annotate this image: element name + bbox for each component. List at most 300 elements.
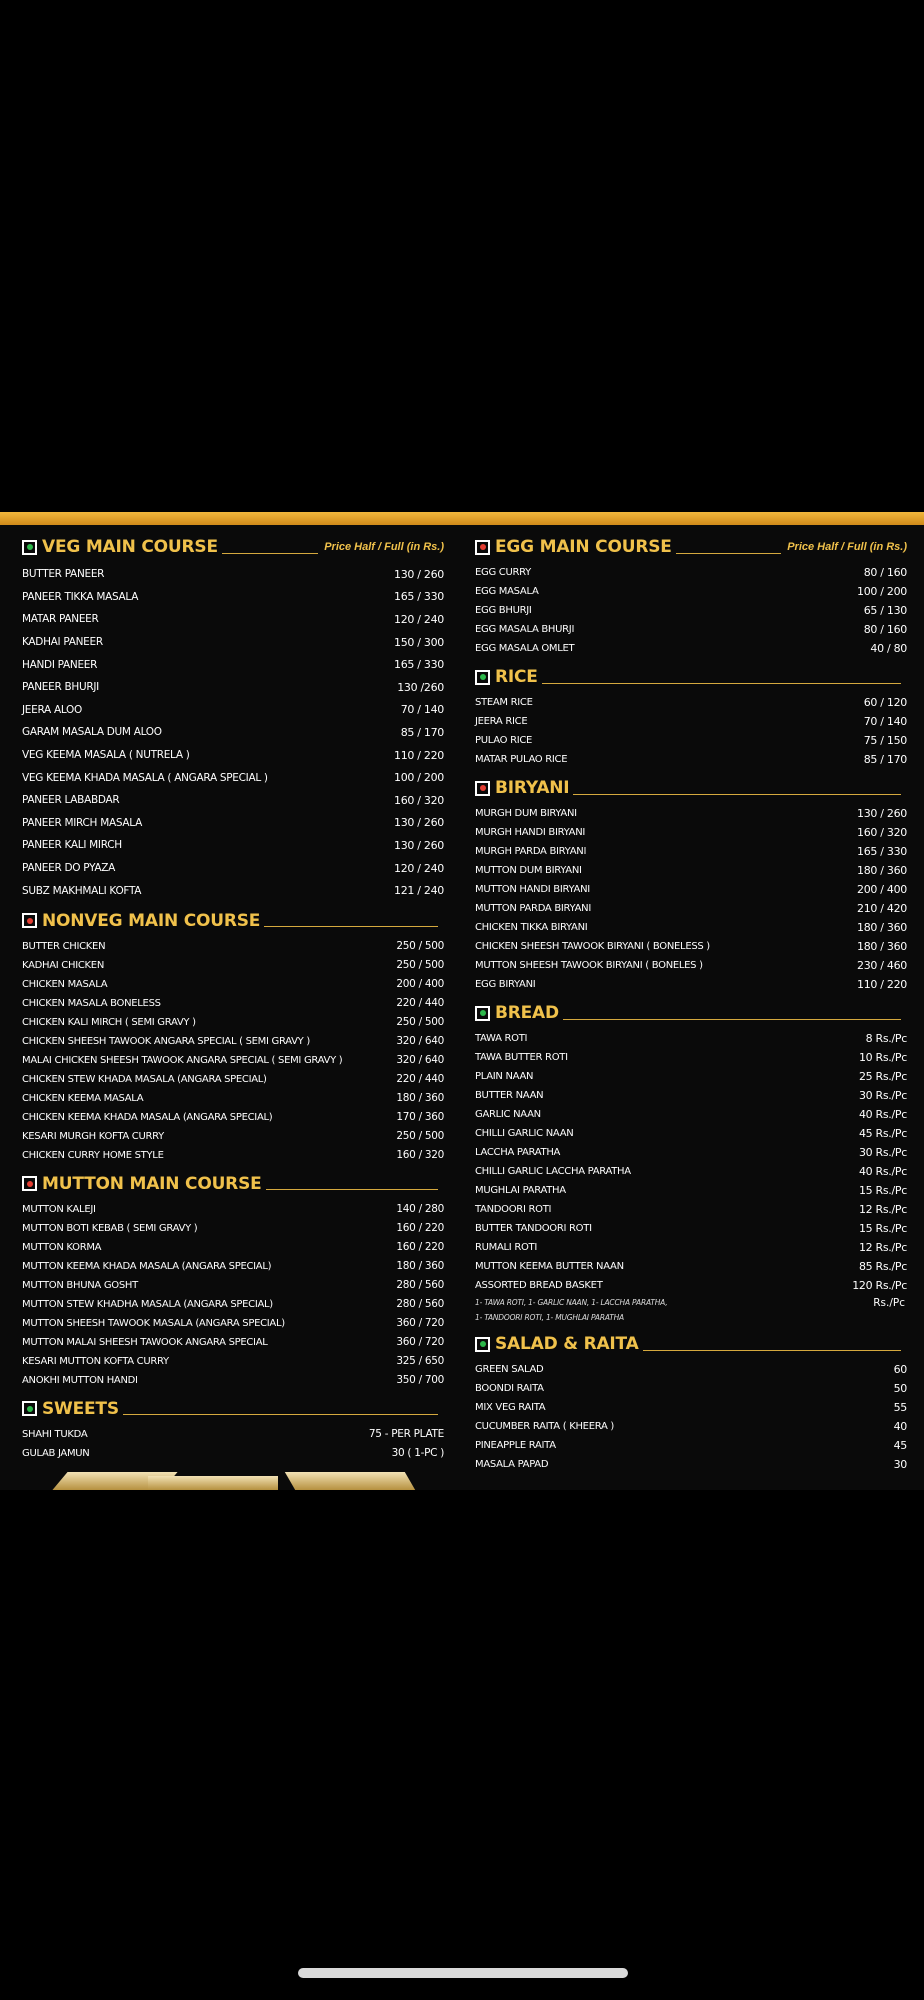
menu-item xyxy=(475,975,907,994)
menu-item xyxy=(22,699,444,722)
menu-item xyxy=(22,834,444,857)
section-veg-main-course xyxy=(22,534,444,902)
menu-item xyxy=(22,1425,444,1444)
item-price: 30 Rs./Pc xyxy=(858,1089,907,1102)
item-price: 130 / 260 xyxy=(394,816,444,830)
item-name: SUBZ MAKHMALI KOFTA xyxy=(22,884,142,897)
item-name: PULAO RICE xyxy=(475,735,533,746)
item-name: CHICKEN MASALA BONELESS xyxy=(22,997,161,1009)
item-price: 100 / 200 xyxy=(857,585,907,598)
menu-item xyxy=(475,750,907,769)
section-rice xyxy=(475,664,907,769)
menu-item xyxy=(22,1314,444,1333)
menu-item xyxy=(22,1333,444,1352)
veg-mark-icon xyxy=(22,1401,37,1416)
item-price: 85 / 170 xyxy=(863,753,907,766)
item-name: MUGHLAI PARATHA xyxy=(475,1185,566,1196)
item-price: 180 / 360 xyxy=(857,864,907,877)
item-price: 30 ( 1-PC ) xyxy=(391,1447,444,1460)
menu-item xyxy=(475,1257,907,1276)
section-header xyxy=(475,534,907,560)
menu-item xyxy=(475,1455,907,1474)
mark-dot-icon xyxy=(27,544,33,550)
item-price: 130 / 260 xyxy=(394,567,444,581)
nonveg-mark-icon xyxy=(475,781,490,796)
header-rule xyxy=(643,1350,901,1351)
item-name: CHICKEN SHEESH TAWOOK ANGARA SPECIAL ( SEMI GRAVY ) xyxy=(22,1035,310,1047)
menu-item xyxy=(22,956,444,975)
item-name: TANDOORI ROTI xyxy=(475,1204,552,1215)
item-price: 40 Rs./Pc xyxy=(858,1165,907,1178)
top-gold-bar xyxy=(0,512,924,525)
section-title: SWEETS xyxy=(42,1398,119,1419)
menu-item xyxy=(22,937,444,956)
item-name: KESARI MURGH KOFTA CURRY xyxy=(22,1130,164,1142)
item-name: BUTTER CHICKEN xyxy=(22,940,106,952)
menu-item xyxy=(475,1086,907,1105)
mark-dot-icon xyxy=(27,1181,33,1187)
item-price: 40 Rs./Pc xyxy=(858,1108,907,1121)
header-rule xyxy=(123,1414,438,1415)
item-name: VEG KEEMA KHADA MASALA ( ANGARA SPECIAL ) xyxy=(22,771,268,784)
header-rule xyxy=(266,1189,438,1190)
item-price: 360 / 720 xyxy=(396,1317,444,1330)
header-rule xyxy=(676,553,782,554)
menu-item xyxy=(475,1200,907,1219)
menu-item xyxy=(475,956,907,975)
item-price: 65 / 130 xyxy=(863,604,907,617)
section-header xyxy=(22,534,444,560)
item-price: 250 / 500 xyxy=(396,1016,444,1029)
item-name: EGG MASALA BHURJI xyxy=(475,624,575,635)
item-price: 325 / 650 xyxy=(396,1355,444,1368)
mark-dot-icon xyxy=(27,1406,33,1412)
mark-dot-icon xyxy=(480,1010,486,1016)
section-title: RICE xyxy=(495,667,538,687)
item-name: MUTTON SHEESH TAWOOK MASALA (ANGARA SPECIAL) xyxy=(22,1317,285,1329)
item-price: 200 / 400 xyxy=(857,883,907,896)
item-price: 50 xyxy=(893,1382,907,1395)
nonveg-mark-icon xyxy=(22,913,37,928)
item-name: GULAB JAMUN xyxy=(22,1447,90,1459)
item-price: 45 Rs./Pc xyxy=(858,1127,907,1140)
item-name: HANDI PANEER xyxy=(22,658,98,671)
menu-item xyxy=(475,1162,907,1181)
mark-dot-icon xyxy=(27,918,33,924)
item-price: 160 / 220 xyxy=(396,1241,444,1254)
decorative-paper xyxy=(60,1472,420,1490)
item-price: 85 / 170 xyxy=(400,725,444,739)
veg-mark-icon xyxy=(475,670,490,685)
section-sweets xyxy=(22,1396,444,1463)
header-rule xyxy=(563,1019,901,1020)
item-price: 210 / 420 xyxy=(857,902,907,915)
item-name: MUTTON PARDA BIRYANI xyxy=(475,903,591,914)
menu-item xyxy=(22,586,444,609)
item-name: MURGH PARDA BIRYANI xyxy=(475,846,587,857)
menu-item xyxy=(22,1219,444,1238)
menu-item xyxy=(475,1276,907,1295)
item-name: GARAM MASALA DUM ALOO xyxy=(22,726,162,739)
mark-dot-icon xyxy=(480,674,486,680)
item-price: 12 Rs./Pc xyxy=(858,1241,907,1254)
item-price: 75 - PER PLATE xyxy=(368,1428,444,1441)
menu-item xyxy=(22,1013,444,1032)
item-price: 45 xyxy=(893,1439,907,1452)
bread-basket-note xyxy=(475,1295,907,1325)
item-price: 180 / 360 xyxy=(857,940,907,953)
price-header: Price Half / Full (in Rs.) xyxy=(324,541,444,553)
nonveg-mark-icon xyxy=(22,1176,37,1191)
item-price: 55 xyxy=(893,1401,907,1414)
menu-item xyxy=(22,563,444,586)
item-name: PLAIN NAAN xyxy=(475,1071,534,1082)
menu-item xyxy=(22,857,444,880)
item-price: 200 / 400 xyxy=(396,978,444,991)
item-name: MURGH HANDI BIRYANI xyxy=(475,827,586,838)
item-name: JEERA RICE xyxy=(475,716,528,727)
item-price: 280 / 560 xyxy=(396,1279,444,1292)
item-list xyxy=(475,804,907,994)
mark-dot-icon xyxy=(480,785,486,791)
note-price: Rs./Pc xyxy=(873,1297,905,1309)
item-price: 60 / 120 xyxy=(863,696,907,709)
item-price: 150 / 300 xyxy=(394,635,444,649)
menu-item xyxy=(475,1048,907,1067)
menu-item xyxy=(475,861,907,880)
section-title: EGG MAIN COURSE xyxy=(495,537,672,557)
item-price: 130 / 260 xyxy=(394,838,444,852)
menu-item xyxy=(22,1146,444,1165)
menu-item xyxy=(475,1181,907,1200)
menu-item xyxy=(475,601,907,620)
item-price: 60 xyxy=(893,1363,907,1376)
price-header: Price Half / Full (in Rs.) xyxy=(787,541,907,553)
menu-item xyxy=(22,1051,444,1070)
item-price: 30 xyxy=(893,1458,907,1471)
item-name: CHICKEN SHEESH TAWOOK BIRYANI ( BONELESS ) xyxy=(475,941,710,952)
menu-item xyxy=(475,1238,907,1257)
menu-item xyxy=(22,1127,444,1146)
item-name: CHILLI GARLIC NAAN xyxy=(475,1128,574,1139)
item-name: CUCUMBER RAITA ( KHEERA ) xyxy=(475,1421,614,1432)
item-price: 165 / 330 xyxy=(394,590,444,604)
item-price: 180 / 360 xyxy=(396,1260,444,1273)
menu-item xyxy=(475,880,907,899)
item-price: 25 Rs./Pc xyxy=(858,1070,907,1083)
menu-item xyxy=(475,563,907,582)
item-name: PANEER DO PYAZA xyxy=(22,862,116,875)
item-price: 15 Rs./Pc xyxy=(858,1222,907,1235)
menu-item xyxy=(475,731,907,750)
menu-item xyxy=(475,582,907,601)
item-price: 75 / 150 xyxy=(863,734,907,747)
veg-mark-icon xyxy=(475,1006,490,1021)
item-name: EGG BIRYANI xyxy=(475,979,536,990)
section-title: VEG MAIN COURSE xyxy=(42,537,218,557)
item-name: MUTTON HANDI BIRYANI xyxy=(475,884,590,895)
menu-item xyxy=(22,1257,444,1276)
item-name: BUTTER NAAN xyxy=(475,1090,544,1101)
left-column xyxy=(22,534,444,1469)
item-price: 250 / 500 xyxy=(396,1130,444,1143)
menu-item xyxy=(475,620,907,639)
item-name: KADHAI PANEER xyxy=(22,636,103,649)
note-lines xyxy=(475,1295,667,1325)
item-price: 140 / 280 xyxy=(396,1203,444,1216)
item-name: MUTTON KORMA xyxy=(22,1241,102,1253)
section-header xyxy=(475,1331,907,1357)
item-name: MUTTON MALAI SHEESH TAWOOK ANGARA SPECIAL xyxy=(22,1336,268,1348)
mark-dot-icon xyxy=(480,544,486,550)
item-price: 130 / 260 xyxy=(857,807,907,820)
menu-item xyxy=(22,1200,444,1219)
menu-item xyxy=(475,1105,907,1124)
item-name: CHILLI GARLIC LACCHA PARATHA xyxy=(475,1166,631,1177)
menu-item xyxy=(22,766,444,789)
item-name: CHICKEN CURRY HOME STYLE xyxy=(22,1149,164,1161)
right-column xyxy=(475,534,907,1480)
item-name: GREEN SALAD xyxy=(475,1364,544,1375)
section-title: MUTTON MAIN COURSE xyxy=(42,1173,262,1194)
item-name: KESARI MUTTON KOFTA CURRY xyxy=(22,1355,169,1367)
menu-item xyxy=(22,653,444,676)
item-list xyxy=(22,1425,444,1463)
item-name: EGG MASALA OMLET xyxy=(475,643,575,654)
nonveg-mark-icon xyxy=(475,540,490,555)
note-line: 1- TANDOORI ROTI, 1- MUGHLAI PARATHA xyxy=(475,1313,624,1322)
menu-item xyxy=(475,693,907,712)
menu-item xyxy=(22,1108,444,1127)
section-header xyxy=(22,908,444,934)
menu-item xyxy=(475,804,907,823)
item-name: TAWA ROTI xyxy=(475,1033,528,1044)
header-rule xyxy=(222,553,318,554)
menu-item xyxy=(22,676,444,699)
item-price: 80 / 160 xyxy=(863,623,907,636)
item-name: MALAI CHICKEN SHEESH TAWOOK ANGARA SPECIAL ( SEMI GRAVY ) xyxy=(22,1054,343,1066)
menu-item xyxy=(22,1238,444,1257)
item-price: 160 / 320 xyxy=(396,1149,444,1162)
item-list xyxy=(475,1360,907,1474)
menu-item xyxy=(475,1379,907,1398)
item-price: 8 Rs./Pc xyxy=(865,1032,907,1045)
section-bread xyxy=(475,1000,907,1325)
item-price: 220 / 440 xyxy=(396,997,444,1010)
item-name: CHICKEN MASALA xyxy=(22,978,108,990)
section-header xyxy=(475,664,907,690)
item-price: 160 / 320 xyxy=(394,793,444,807)
item-price: 230 / 460 xyxy=(857,959,907,972)
item-name: JEERA ALOO xyxy=(22,703,82,716)
menu-item xyxy=(22,1070,444,1089)
item-price: 40 xyxy=(893,1420,907,1433)
item-price: 70 / 140 xyxy=(863,715,907,728)
menu-item xyxy=(22,1032,444,1051)
item-list xyxy=(475,693,907,769)
item-price: 250 / 500 xyxy=(396,959,444,972)
item-price: 165 / 330 xyxy=(857,845,907,858)
item-price: 110 / 220 xyxy=(394,748,444,762)
menu-item xyxy=(22,1295,444,1314)
menu-item xyxy=(475,639,907,658)
item-price: 40 / 80 xyxy=(870,642,907,655)
item-price: 180 / 360 xyxy=(396,1092,444,1105)
item-price: 120 Rs./Pc xyxy=(852,1279,907,1292)
section-header xyxy=(475,1000,907,1026)
item-name: MUTTON SHEESH TAWOOK BIRYANI ( BONELES ) xyxy=(475,960,703,971)
menu-item xyxy=(22,975,444,994)
header-rule xyxy=(542,683,901,684)
item-price: 120 / 240 xyxy=(394,612,444,626)
item-name: BOONDI RAITA xyxy=(475,1383,544,1394)
item-name: MUTTON KEEMA KHADA MASALA (ANGARA SPECIAL) xyxy=(22,1260,272,1272)
veg-mark-icon xyxy=(475,1337,490,1352)
menu-item xyxy=(475,1436,907,1455)
item-price: 130 /260 xyxy=(397,680,444,694)
mark-dot-icon xyxy=(480,1341,486,1347)
item-name: MUTTON KEEMA BUTTER NAAN xyxy=(475,1261,624,1272)
menu-item xyxy=(22,789,444,812)
item-name: PINEAPPLE RAITA xyxy=(475,1440,556,1451)
item-name: MATAR PULAO RICE xyxy=(475,754,568,765)
menu-item xyxy=(475,823,907,842)
item-name: MUTTON STEW KHADHA MASALA (ANGARA SPECIAL) xyxy=(22,1298,273,1310)
item-price: 15 Rs./Pc xyxy=(858,1184,907,1197)
item-list xyxy=(22,563,444,902)
note-line: 1- TAWA ROTI, 1- GARLIC NAAN, 1- LACCHA PARATHA, xyxy=(475,1298,668,1307)
menu-item xyxy=(22,879,444,902)
menu-item xyxy=(22,1352,444,1371)
item-name: PANEER KALI MIRCH xyxy=(22,839,122,852)
header-rule xyxy=(264,926,438,927)
section-header xyxy=(475,775,907,801)
item-name: PANEER LABABDAR xyxy=(22,794,120,807)
item-name: CHICKEN TIKKA BIRYANI xyxy=(475,922,588,933)
menu-item xyxy=(475,1417,907,1436)
item-list xyxy=(22,1200,444,1390)
menu-item xyxy=(22,1371,444,1390)
item-name: MASALA PAPAD xyxy=(475,1459,549,1470)
menu-item xyxy=(22,1089,444,1108)
header-rule xyxy=(573,794,901,795)
item-name: MUTTON BOTI KEBAB ( SEMI GRAVY ) xyxy=(22,1222,198,1234)
menu-item xyxy=(22,812,444,835)
item-name: VEG KEEMA MASALA ( NUTRELA ) xyxy=(22,749,190,762)
menu-item xyxy=(475,1398,907,1417)
item-name: TAWA BUTTER ROTI xyxy=(475,1052,568,1063)
menu-item xyxy=(475,1219,907,1238)
item-price: 85 Rs./Pc xyxy=(858,1260,907,1273)
item-price: 100 / 200 xyxy=(394,771,444,785)
menu-item xyxy=(475,842,907,861)
home-indicator[interactable] xyxy=(298,1968,628,1978)
paper-sheet xyxy=(148,1476,278,1490)
menu-item xyxy=(22,1444,444,1463)
item-name: MUTTON BHUNA GOSHT xyxy=(22,1279,138,1291)
menu-item xyxy=(475,1067,907,1086)
item-name: CHICKEN KEEMA KHADA MASALA (ANGARA SPECIAL) xyxy=(22,1111,273,1123)
section-header xyxy=(22,1171,444,1197)
item-price: 320 / 640 xyxy=(396,1054,444,1067)
veg-mark-icon xyxy=(22,540,37,555)
item-name: EGG MASALA xyxy=(475,586,539,597)
section-header xyxy=(22,1396,444,1422)
item-price: 280 / 560 xyxy=(396,1298,444,1311)
menu-item xyxy=(475,1143,907,1162)
section-title: BIRYANI xyxy=(495,778,570,798)
menu-item xyxy=(22,744,444,767)
item-name: PANEER BHURJI xyxy=(22,681,99,694)
item-name: LACCHA PARATHA xyxy=(475,1147,561,1158)
menu-item xyxy=(22,608,444,631)
item-price: 121 / 240 xyxy=(394,884,444,898)
menu-item xyxy=(475,712,907,731)
menu-item xyxy=(22,721,444,744)
item-price: 160 / 220 xyxy=(396,1222,444,1235)
item-price: 250 / 500 xyxy=(396,940,444,953)
item-name: MURGH DUM BIRYANI xyxy=(475,808,577,819)
item-price: 220 / 440 xyxy=(396,1073,444,1086)
menu-item xyxy=(22,994,444,1013)
item-name: RUMALI ROTI xyxy=(475,1242,538,1253)
item-name: CHICKEN STEW KHADA MASALA (ANGARA SPECIAL) xyxy=(22,1073,267,1085)
item-price: 360 / 720 xyxy=(396,1336,444,1349)
item-price: 170 / 360 xyxy=(396,1111,444,1124)
item-name: ASSORTED BREAD BASKET xyxy=(475,1280,603,1291)
item-name: SHAHI TUKDA xyxy=(22,1428,88,1440)
menu-item xyxy=(22,631,444,654)
section-title: BREAD xyxy=(495,1003,559,1023)
item-list xyxy=(475,1029,907,1295)
menu-item xyxy=(475,918,907,937)
item-name: GARLIC NAAN xyxy=(475,1109,541,1120)
menu-item xyxy=(475,1029,907,1048)
item-name: MUTTON KALEJI xyxy=(22,1203,96,1215)
item-name: KADHAI CHICKEN xyxy=(22,959,105,971)
item-price: 320 / 640 xyxy=(396,1035,444,1048)
section-salad-raita xyxy=(475,1331,907,1474)
menu-item xyxy=(475,899,907,918)
menu-item xyxy=(22,1276,444,1295)
item-price: 350 / 700 xyxy=(396,1374,444,1387)
menu-item xyxy=(475,1124,907,1143)
item-price: 30 Rs./Pc xyxy=(858,1146,907,1159)
item-name: PANEER TIKKA MASALA xyxy=(22,590,139,603)
item-name: EGG BHURJI xyxy=(475,605,532,616)
section-nonveg-main-course xyxy=(22,908,444,1165)
item-list xyxy=(475,563,907,658)
menu-item xyxy=(475,1360,907,1379)
item-name: MUTTON DUM BIRYANI xyxy=(475,865,582,876)
item-price: 165 / 330 xyxy=(394,658,444,672)
item-price: 160 / 320 xyxy=(857,826,907,839)
item-name: MIX VEG RAITA xyxy=(475,1402,546,1413)
item-name: CHICKEN KALI MIRCH ( SEMI GRAVY ) xyxy=(22,1016,196,1028)
item-name: EGG CURRY xyxy=(475,567,531,578)
paper-sheet xyxy=(285,1472,415,1490)
menu-item xyxy=(475,937,907,956)
section-mutton-main-course xyxy=(22,1171,444,1390)
section-title: NONVEG MAIN COURSE xyxy=(42,910,261,931)
item-name: BUTTER PANEER xyxy=(22,568,105,581)
item-price: 12 Rs./Pc xyxy=(858,1203,907,1216)
item-price: 10 Rs./Pc xyxy=(858,1051,907,1064)
item-price: 180 / 360 xyxy=(857,921,907,934)
section-biryani xyxy=(475,775,907,994)
item-list xyxy=(22,937,444,1165)
item-name: ANOKHI MUTTON HANDI xyxy=(22,1374,138,1386)
